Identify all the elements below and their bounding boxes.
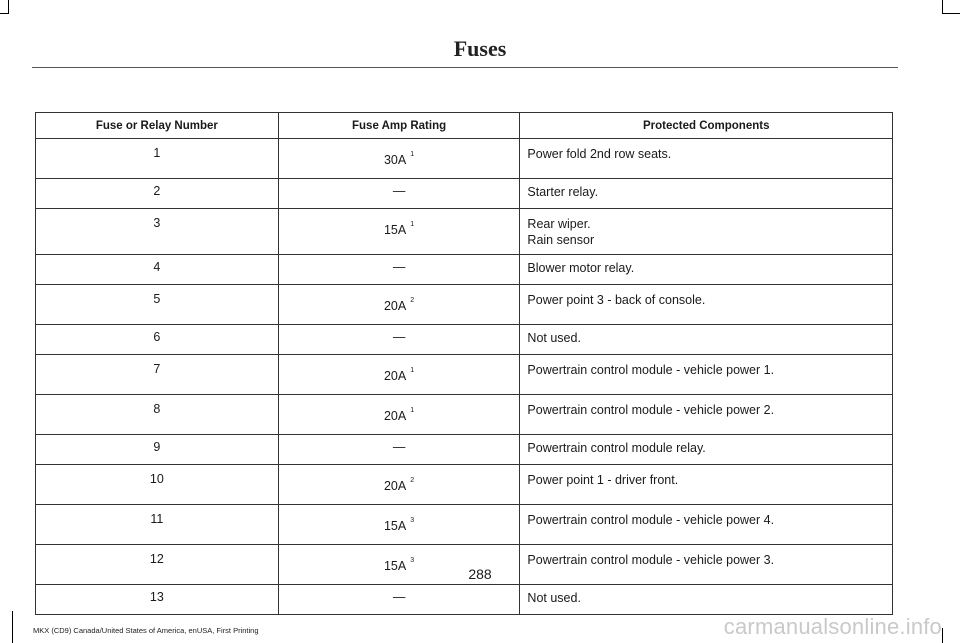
- fuse-amp-rating: [278, 139, 520, 179]
- fuse-table: [35, 112, 893, 615]
- page-title: Fuses: [453, 36, 507, 61]
- fuse-number: 9: [36, 435, 279, 465]
- fuse-number: 7: [36, 355, 279, 395]
- component-line: Powertrain control module - vehicle power 3.: [527, 553, 775, 567]
- fuse-amp-rating: [278, 465, 520, 505]
- crop-mark: [942, 0, 943, 14]
- crop-mark: [942, 13, 960, 14]
- protected-components: [520, 585, 893, 615]
- component-line: Starter relay.: [527, 185, 599, 199]
- fuse-amp-rating: [278, 325, 520, 355]
- crop-mark: [8, 0, 9, 14]
- table-row: [36, 325, 893, 355]
- amp-value: —: [392, 184, 406, 198]
- footnote-marker: 2: [410, 297, 415, 304]
- protected-components: [520, 355, 893, 395]
- footnote-marker: 3: [410, 517, 415, 524]
- edition-text: MKX (CD9) Canada/United States of America, enUSA, First Printing: [33, 626, 259, 635]
- table-row: [36, 465, 893, 505]
- fuse-number: 8: [36, 395, 279, 435]
- amp-value: —: [392, 590, 406, 604]
- component-line: Power fold 2nd row seats.: [527, 147, 672, 161]
- fuse-amp-rating: [278, 395, 520, 435]
- amp-value: 30A: [383, 153, 407, 167]
- fuse-number: 1: [36, 139, 279, 179]
- table-row: [36, 585, 893, 615]
- fuse-number: 5: [36, 285, 279, 325]
- component-line: Rain sensor: [527, 233, 595, 247]
- table-row: [36, 395, 893, 435]
- amp-value: 15A: [383, 519, 407, 533]
- column-header: Protected Components: [520, 113, 893, 139]
- fuse-amp-rating: [278, 505, 520, 545]
- protected-components: [520, 179, 893, 209]
- column-header: Fuse Amp Rating: [278, 113, 520, 139]
- table-header-row: [36, 113, 893, 139]
- protected-components: [520, 255, 893, 285]
- protected-components: [520, 395, 893, 435]
- watermark: carmanualsonline.info: [723, 614, 942, 639]
- component-line: Not used.: [527, 591, 581, 605]
- component-line: Powertrain control module relay.: [527, 441, 706, 455]
- footnote-marker: 1: [410, 151, 415, 158]
- table-row: [36, 139, 893, 179]
- protected-components: [520, 209, 893, 255]
- protected-components: [520, 505, 893, 545]
- component-line: Not used.: [527, 331, 581, 345]
- table-row: [36, 355, 893, 395]
- fuse-amp-rating: [278, 435, 520, 465]
- fuse-amp-rating: [278, 285, 520, 325]
- amp-value: 20A: [383, 369, 407, 383]
- protected-components: [520, 325, 893, 355]
- fuse-amp-rating: [278, 179, 520, 209]
- table-row: [36, 505, 893, 545]
- fuse-amp-rating: [278, 585, 520, 615]
- fuse-number: 11: [36, 505, 279, 545]
- protected-components: [520, 285, 893, 325]
- amp-value: —: [392, 330, 406, 344]
- table-row: [36, 209, 893, 255]
- fuse-number: 6: [36, 325, 279, 355]
- amp-value: 15A: [383, 223, 407, 237]
- amp-value: 20A: [383, 479, 407, 493]
- component-line: Powertrain control module - vehicle power 1.: [527, 363, 775, 377]
- footnote-marker: 2: [410, 477, 415, 484]
- footnote-marker: 1: [410, 407, 415, 414]
- protected-components: [520, 435, 893, 465]
- page-number: 288: [468, 566, 492, 582]
- fuse-number: 12: [36, 545, 279, 585]
- amp-value: —: [392, 260, 406, 274]
- fuse-number: 13: [36, 585, 279, 615]
- component-line: Blower motor relay.: [527, 261, 635, 275]
- fuse-number: 2: [36, 179, 279, 209]
- table-row: [36, 179, 893, 209]
- fuse-amp-rating: [278, 209, 520, 255]
- component-line: Power point 1 - driver front.: [527, 473, 679, 487]
- table-row: [36, 255, 893, 285]
- table-body: [36, 139, 893, 615]
- table-row: [36, 285, 893, 325]
- amp-value: 15A: [383, 559, 407, 573]
- crop-mark: [942, 628, 943, 643]
- component-line: Powertrain control module - vehicle power 2.: [527, 403, 775, 417]
- fuse-amp-rating: [278, 255, 520, 285]
- column-header: Fuse or Relay Number: [36, 113, 279, 139]
- crop-mark: [12, 611, 13, 643]
- fuse-number: 4: [36, 255, 279, 285]
- amp-value: 20A: [383, 409, 407, 423]
- crop-mark: [0, 13, 9, 14]
- fuse-number: 3: [36, 209, 279, 255]
- fuse-amp-rating: [278, 355, 520, 395]
- component-line: Powertrain control module - vehicle power 4.: [527, 513, 775, 527]
- amp-value: 20A: [383, 299, 407, 313]
- table-row: [36, 435, 893, 465]
- footnote-marker: 1: [410, 221, 415, 228]
- footnote-marker: 3: [410, 557, 415, 564]
- title-divider: [32, 67, 898, 68]
- fuse-number: 10: [36, 465, 279, 505]
- protected-components: [520, 139, 893, 179]
- component-line: Rear wiper.: [527, 217, 591, 231]
- amp-value: —: [392, 440, 406, 454]
- protected-components: [520, 465, 893, 505]
- component-line: Power point 3 - back of console.: [527, 293, 706, 307]
- footnote-marker: 1: [410, 367, 415, 374]
